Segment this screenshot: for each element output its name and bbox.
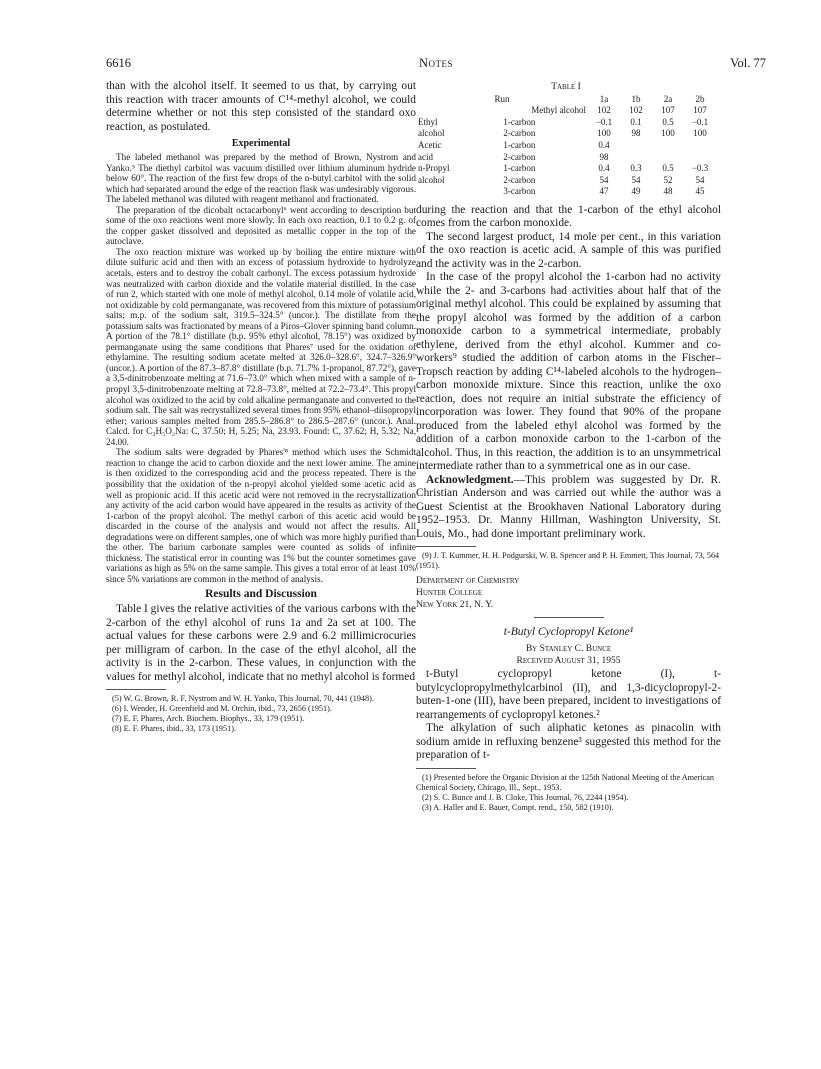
table-cell: 0.4 [598,163,610,174]
table-1 [416,82,716,198]
table-carbon: 1-carbon [503,163,536,174]
table-carbon: 2-carbon [503,128,536,139]
right-column [416,80,721,813]
results-paragraph: Table I gives the relative activities of the various carbons with the 2-carbon of the ethyl alcohol of runs 1a and 2a set at 100. The actual values for these carbons were 2.9 and 6.2 millimicrocuries per milligram of carbon. In the case of the ethyl alcohol, all the activity is in the 2-carbon. These values, in conjunction with the values for methyl alcohol, indicate that no methyl alcohol is formed [106,603,417,683]
table-cell: 48 [663,186,673,197]
experimental-paragraph: The preparation of the dicobalt octacarbonyl⁶ went according to description but some of the oxo reactions went more slowly. In each oxo reaction, 0.1 to 0.2 g. of the copper gasket dissolved and deposited as metallic copper in the top of the autoclave. [106,204,416,247]
page-header [106,56,766,72]
table-row [416,163,716,175]
table-cell: −0.1 [595,116,613,127]
footnote: (6) I. Wender, H. Greenfield and M. Orchin, ibid., 73, 2656 (1951). [112,704,332,714]
table-cell: 0.5 [662,163,674,174]
table-cell [652,152,684,164]
footnote-rule [416,768,476,769]
table-carbon: 2-carbon [503,174,536,185]
table-row [416,140,716,152]
table-cell: −0.1 [691,116,709,127]
table-cell: 98 [631,128,641,139]
table-cell: 0.3 [630,163,642,174]
table-cell: 102 [597,105,611,116]
table-caption: Table I [551,82,581,92]
experimental-paragraph: The labeled methanol was prepared by the method of Brown, Nystrom and Yanko.⁵ The diethyl carbitol was vacuum distilled over lithium aluminum hydride below 60°. The reaction of the first few drops of the n-butyl carbitol with the solid which had separated around the edge of the reaction flask was undesirably vigorous. The labeled methanol was diluted with reagent methanol and fractionated. [106,152,416,205]
table-group: alcohol [418,174,445,185]
article-author: By Stanley C. Bunce [525,644,612,655]
footnote-rule [416,546,476,547]
table-group: acid [418,151,433,162]
table-cell: −0.3 [691,163,709,174]
right-footnotes [416,773,721,813]
intro-paragraph: than with the alcohol itself. It seemed to us that, by carrying out this reaction with tracer amounts of C¹⁴-methyl alcohol, we could determine whether or not this step consisted of the standard oxo reaction, as postulated. [106,80,416,133]
table-carbon: 3-carbon [503,186,536,197]
table-row [416,175,716,187]
table-row [416,186,716,198]
table-group: Acetic [418,139,442,150]
volume-label: Vol. 77 [730,56,766,70]
table-cell: 102 [629,105,643,116]
article-title: t-Butyl Cyclopropyl Ketone¹ [503,626,634,639]
experimental-paragraph: The sodium salts were degraded by Phares'⁸ method which uses the Schmidt reaction to change the acid to carbon dioxide and the next lower amine. The amine is then oxidized to the corresponding acid and the process repeated. There is the possibility that the oxidation of the n-propyl alcohol yielded some acetic acid as well as propionic acid. If this acetic acid were not removed in the recrystallization any activity of the acid carbon would have appeared in the results as activity of the 1-carbon of the propyl alcohol. The methyl carbon of this acetic acid would be discarded in the course of the analysis and would not affect the results. All degradations were on different samples, one of which was more highly purified than the other. The barium carbonate samples were counted as solids of infinite thickness. The statistical error in counting was 1% but the counter sometimes gave variations as high as 5% on the same sample. This gives a total error of at least 10% since 5% variations are common in the method of analysis. [106,447,416,584]
acknowledgment-paragraph [416,474,721,542]
article-divider [534,617,604,618]
table-header-cell: 1b [631,93,641,104]
table-cell [684,140,716,152]
footnote-rule [106,689,166,690]
table-header-cell: 1a [599,93,609,104]
table-row [416,117,716,129]
table-carbon: 1-carbon [503,116,536,127]
table-cell: 52 [663,174,673,185]
experimental-paragraph: The oxo reaction mixture was worked up by boiling the entire mixture with dilute sulfuric acid and then with an excess of potassium hydroxide to hydrolyze acetals, esters and to destroy the cobalt carbonyl. The excess potassium hydroxide was neutralized with carbon dioxide and the volatile material distilled. In the case of run 2, which started with one mole of methyl alcohol, 0.14 mole of volatile acid, not oxidizable by cold permanganate, was recovered from this mixture of potassium salts; m.p. of the sodium salt, 319.5–324.5° (uncor.). The distillate from the potassium salts was fractionated by means of a Piros–Glover spinning band column. A portion of the 78.1° distillate (b.p. 95% ethyl alcohol, 78.15°) was oxidized by permanganate using the same conditions that Phares⁷ used for the oxidation of ethylamine. The resulting sodium acetate melted at 326.0–328.6°, 324.7–326.9° (uncor.). A portion of the 87.3–87.8° distillate (b.p. 71.7% 1-propanol, 87.72°), gave a 3,5-dinitrobenzoate melting at 71.6–73.0° which when mixed with a sample of n-propyl 3,5-dinitrobenzoate melting at 72.8–73.8°, melted at 72.2–73.4°. This propyl alcohol was oxidized to the acid by cold alkaline permanganate and converted to the sodium salt. The salt was recrystallized several times from 95% ethanol–diisopropyl ether; various samples melted from 285.5–286.8° to 286.5–287.6° (uncor.). Anal. Calcd. for C₃H₅O₂Na: C, 37.50; H, 5.25; Na, 23.93. Found: C, 37.62; H, 5.32; Na, 24.00. [106,246,416,447]
table-group: alcohol [418,128,445,139]
table-cell [684,152,716,164]
table-cell: 47 [599,186,609,197]
table-header-row [416,94,716,106]
table-cell: 54 [631,174,641,185]
footnote: (9) J. T. Kummer, H. H. Podgurski, W. B. Spencer and P. H. Emmett, This Journal, 73, 564 (1951). [416,551,720,571]
experimental-heading: Experimental [231,138,291,149]
table-carbon: 1-carbon [503,139,536,150]
table-cell: 0.4 [598,139,610,150]
acknowledgment-heading: Acknowledgment. [426,473,514,486]
footnote: (2) S. C. Bunce and J. B. Cloke, This Journal, 76, 2244 (1954). [422,792,629,802]
address-line: Hunter College [416,588,483,599]
table-cell: 0.5 [662,116,674,127]
footnote: (8) E. F. Phares, ibid., 33, 173 (1951). [112,724,236,734]
table-header-run: Run [494,93,510,104]
table-cell: 100 [597,128,611,139]
footnote: (5) W. G. Brown, R. F. Nystrom and W. H. Yanko, This Journal, 70, 441 (1948). [112,694,374,704]
table-cell: 107 [693,105,707,116]
page-number: 6616 [106,56,131,70]
footnote: (3) A. Haller and E. Bauer, Compt. rend., 150, 582 (1910). [422,802,614,812]
running-title: Notes [418,56,454,70]
left-column [106,80,416,734]
table-carbon: 2-carbon [503,151,536,162]
table-cell [620,140,652,152]
results-heading: Results and Discussion [205,588,317,601]
table-row [416,128,716,140]
discussion-paragraph: The second largest product, 14 mole per cent., in this variation of the oxo reaction is acetic acid. A sample of this was purified and the activity was in the 2-carbon. [416,230,721,270]
acknowledgment-text: —This problem was suggested by Dr. R. Christian Anderson and was carried out while the author was a Guest Scientist at the Brookhaven National Laboratory during 1952–1953. Dr. Manny Hillman, Washington University, St. Louis, Mo., had done important preliminary work. [416,473,721,540]
table-group: Methyl alcohol [531,105,586,116]
table-header-cell: 2b [695,93,705,104]
article-paragraph: The alkylation of such aliphatic ketones as pinacolin with sodium amide in refluxing benzene³ suggested this method for the preparation of t- [416,722,721,762]
table-cell [652,140,684,152]
received-date: Received August 31, 1955 [516,656,621,667]
footnote: (1) Presented before the Organic Division at the 125th National Meeting of the American Chemical Society, Chicago, Ill., Sept., 1953. [416,772,715,792]
address-line: Department of Chemistry [416,576,520,587]
table-group: n-Propyl [418,163,450,174]
table-group: Ethyl [418,116,438,127]
address-line: New York 21, N. Y. [416,600,494,611]
table-cell: 98 [599,151,609,162]
table-row [416,152,716,164]
table-cell: 49 [631,186,641,197]
table-cell: 0.1 [630,116,642,127]
table-cell: 100 [693,128,707,139]
article-paragraph: t-Butyl cyclopropyl ketone (I), t-butylcyclopropylmethylcarbinol (II), and 1,3-dicyclopropyl-2-buten-1-one (III), have been prepared, incident to investigations of rearrangements of cyclopropyl ketones.² [416,668,721,721]
table-header-cell: 2a [663,93,673,104]
table-cell: 107 [661,105,675,116]
table-cell [620,152,652,164]
table-cell: 54 [695,174,705,185]
footnote: (7) E. F. Phares, Arch. Biochem. Biophys., 33, 179 (1951). [112,714,305,724]
table-cell: 45 [695,186,705,197]
table-group [416,186,501,198]
discussion-paragraph: In the case of the propyl alcohol the 1-carbon had no activity while the 2- and 3-carbons had activities about half that of the original methyl alcohol. This could be explained by assuming that the propyl alcohol was formed by the addition of a carbon monoxide carbon to a symmetrical intermediate, probably ethylene, derived from the ethyl alcohol. Kummer and co-workers⁹ studied the addition of carbon atoms in the Fischer–Tropsch reaction by adding C¹⁴-labeled alcohols to the hydrogen–carbon monoxide mixture. Since this reaction, unlike the oxo reaction, does not require an initial substrate the efficiency of incorporation was lower. They found that 90% of the propane produced from the labeled ethyl alcohol was formed by the addition of a carbon monoxide carbon to the 1-carbon of the alcohol. Thus, in this reaction, the addition is to an unsymmetrical intermediate rather than to a symmetrical one as in our case. [416,271,721,473]
table-cell: 54 [599,174,609,185]
table-cell: 100 [661,128,675,139]
table-row [416,105,716,117]
discussion-paragraph: during the reaction and that the 1-carbon of the ethyl alcohol comes from the carbon monoxide. [416,203,721,230]
author-address [416,575,721,611]
left-footnotes [106,694,416,734]
